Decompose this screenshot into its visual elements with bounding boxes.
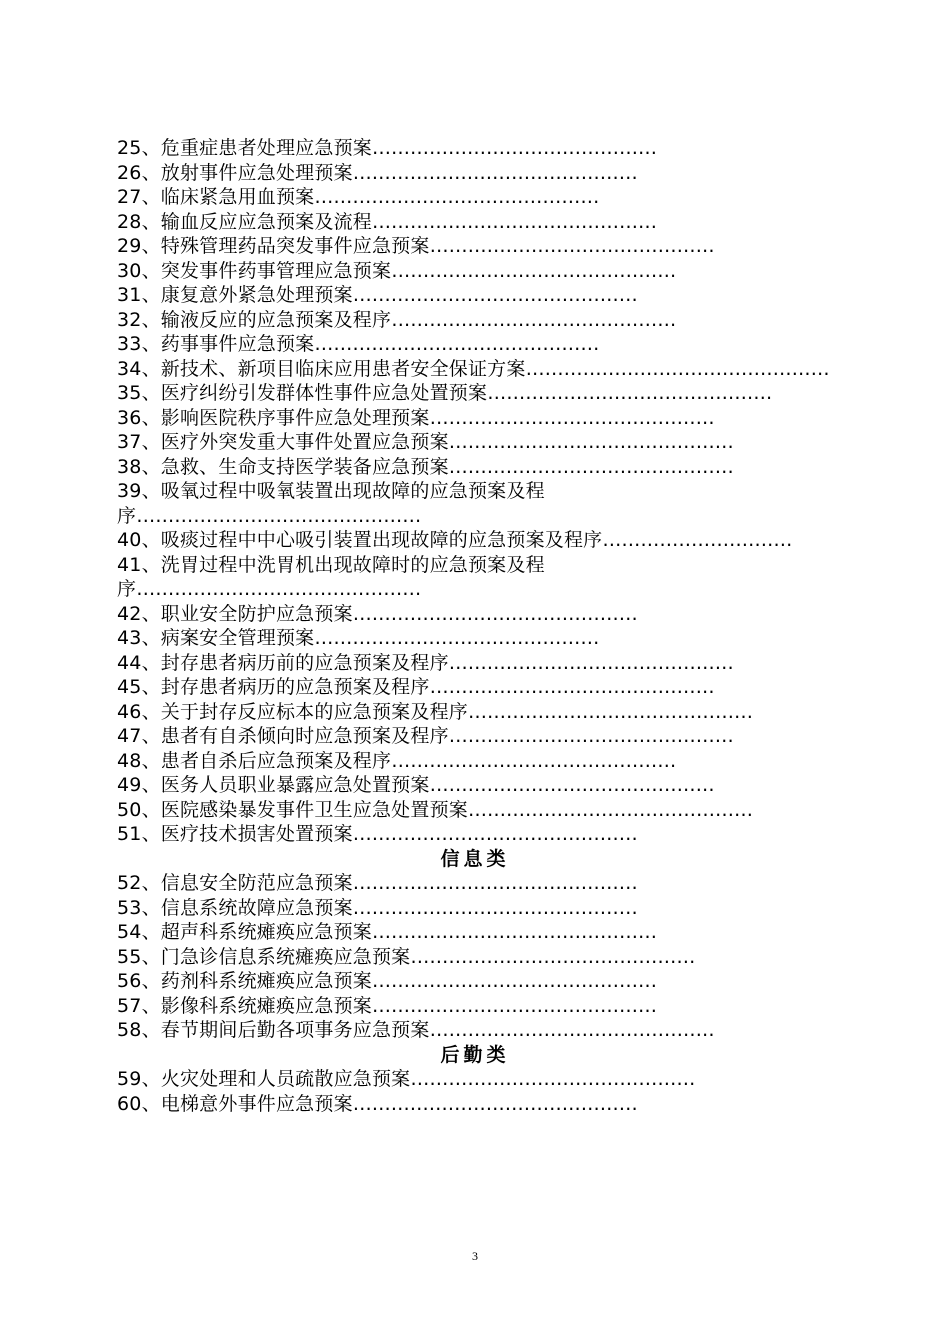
toc-entry-44: 44、封存患者病历前的应急预案及程序……………………………………… bbox=[117, 651, 734, 674]
toc-entry-53: 53、信息系统故障应急预案……………………………………… bbox=[117, 896, 638, 919]
toc-entry-48: 48、患者自杀后应急预案及程序……………………………………… bbox=[117, 749, 677, 772]
toc-entry-25: 25、危重症患者处理应急预案……………………………………… bbox=[117, 137, 657, 159]
toc-entry-42: 42、职业安全防护应急预案……………………………………… bbox=[117, 602, 638, 625]
toc-entry-52: 52、信息安全防范应急预案……………………………………… bbox=[117, 872, 638, 894]
toc-entry-37: 37、医疗外突发重大事件处置应急预案……………………………………… bbox=[117, 431, 734, 453]
toc-entry-50: 50、医院感染暴发事件卫生应急处置预案……………………………………… bbox=[117, 798, 753, 821]
toc-entry-45: 45、封存患者病历的应急预案及程序……………………………………… bbox=[117, 676, 715, 698]
toc-entry-57: 57、影像科系统瘫痪应急预案……………………………………… bbox=[117, 994, 657, 1017]
toc-entry-34: 34、新技术、新项目临床应用患者安全保证方案………………………………………… bbox=[117, 357, 830, 380]
toc-entry-40: 40、吸痰过程中中心吸引装置出现故障的应急预案及程序………………………… bbox=[117, 529, 793, 551]
toc-entry-60: 60、电梯意外事件应急预案……………………………………… bbox=[117, 1092, 638, 1115]
toc-entry-56: 56、药剂科系统瘫痪应急预案……………………………………… bbox=[117, 970, 657, 992]
toc-entry-38: 38、急救、生命支持医学装备应急预案……………………………………… bbox=[117, 455, 734, 478]
toc-entry-33: 33、药事事件应急预案……………………………………… bbox=[117, 333, 600, 355]
toc-entry-27: 27、临床紧急用血预案……………………………………… bbox=[117, 186, 600, 208]
toc-entry-54: 54、超声科系统瘫痪应急预案……………………………………… bbox=[117, 921, 657, 943]
toc-entry-26: 26、放射事件应急处理预案……………………………………… bbox=[117, 161, 638, 184]
toc-entry-39: 39、吸氧过程中吸氧装置出现故障的应急预案及程序……………………………………… bbox=[117, 480, 545, 527]
page-number: 3 bbox=[472, 1249, 478, 1263]
toc-entry-28: 28、输血反应应急预案及流程……………………………………… bbox=[117, 210, 657, 233]
toc-entry-55: 55、门急诊信息系统瘫痪应急预案……………………………………… bbox=[117, 945, 696, 968]
section-heading-info: 信息类 bbox=[440, 847, 510, 870]
toc-entry-31: 31、康复意外紧急处理预案……………………………………… bbox=[117, 284, 638, 306]
toc-entry-41: 41、洗胃过程中洗胃机出现故障时的应急预案及程序……………………………………… bbox=[117, 553, 545, 600]
toc-entry-51: 51、医疗技术损害处置预案……………………………………… bbox=[117, 823, 638, 845]
toc-entry-49: 49、医务人员职业暴露应急处置预案……………………………………… bbox=[117, 774, 715, 796]
section-heading-logistics: 后勤类 bbox=[440, 1043, 510, 1066]
toc-entry-36: 36、影响医院秩序事件应急处理预案……………………………………… bbox=[117, 406, 715, 429]
toc-entry-58: 58、春节期间后勤各项事务应急预案……………………………………… bbox=[117, 1019, 715, 1041]
toc-entry-29: 29、特殊管理药品突发事件应急预案……………………………………… bbox=[117, 235, 715, 257]
toc-entry-32: 32、输液反应的应急预案及程序……………………………………… bbox=[117, 308, 677, 331]
toc-entry-35: 35、医疗纠纷引发群体性事件应急处置预案……………………………………… bbox=[117, 382, 773, 404]
toc-entry-30: 30、突发事件药事管理应急预案……………………………………… bbox=[117, 259, 677, 282]
toc-entry-47: 47、患者有自杀倾向时应急预案及程序……………………………………… bbox=[117, 725, 734, 747]
table-of-contents bbox=[117, 136, 837, 1116]
toc-entry-59: 59、火灾处理和人员疏散应急预案……………………………………… bbox=[117, 1068, 696, 1090]
toc-entry-43: 43、病案安全管理预案……………………………………… bbox=[117, 627, 600, 649]
toc-entry-46: 46、关于封存反应标本的应急预案及程序……………………………………… bbox=[117, 700, 753, 723]
